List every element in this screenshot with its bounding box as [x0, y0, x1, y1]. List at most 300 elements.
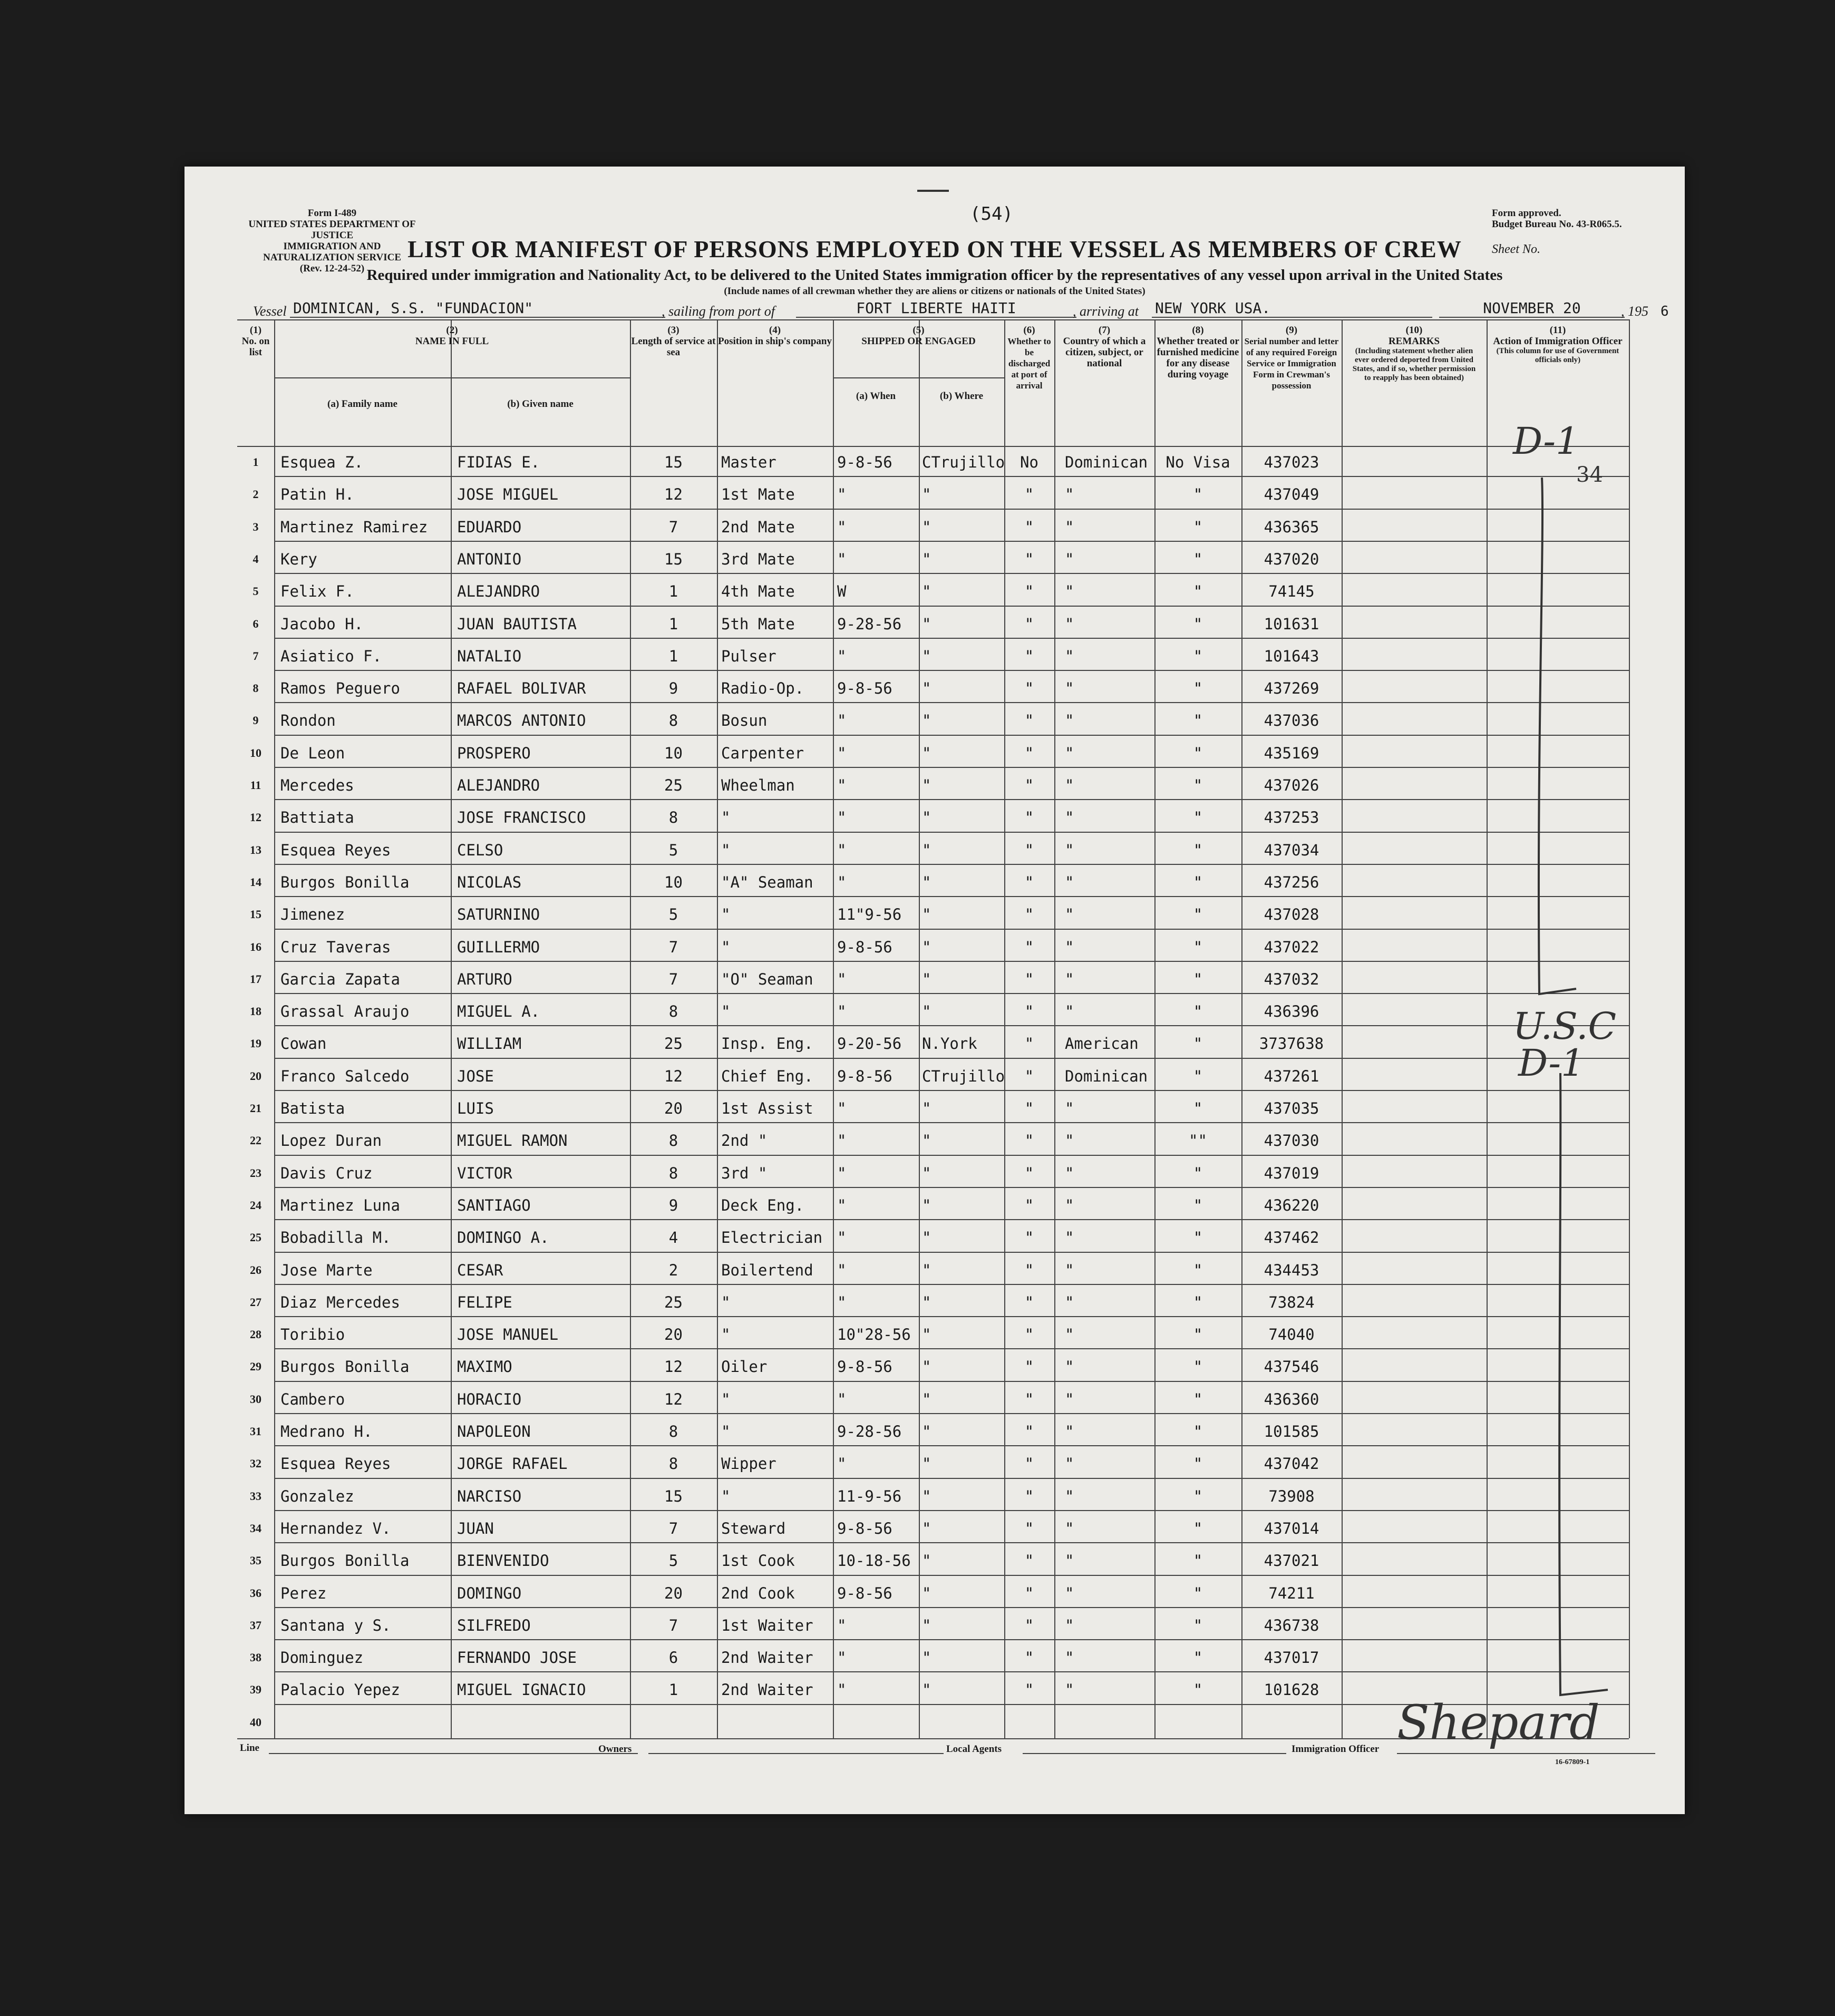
cell-position: "	[721, 938, 731, 956]
cell-service: 8	[668, 712, 678, 730]
cell-country: "	[1065, 1455, 1074, 1473]
cell-where: "	[922, 1519, 931, 1537]
cell-position: Chief Eng.	[721, 1067, 813, 1085]
cell-when: 9-28-56	[837, 1423, 902, 1440]
cell-when: 9-8-56	[837, 1584, 892, 1602]
cell-family: Esquea Z.	[280, 453, 364, 471]
cell-country: "	[1065, 1616, 1074, 1634]
cell-medicine: "	[1193, 938, 1203, 956]
cell-service: 15	[664, 453, 683, 471]
cell-where: "	[922, 873, 931, 891]
cell-country: American	[1065, 1035, 1139, 1053]
cell-given: PROSPERO	[457, 744, 531, 762]
cell-medicine: "	[1193, 1390, 1203, 1408]
cell-service: 1	[668, 647, 678, 665]
cell-where: "	[922, 776, 931, 794]
cell-family: Perez	[280, 1584, 327, 1602]
cell-country: "	[1065, 1293, 1074, 1311]
cell-medicine: "	[1193, 485, 1203, 504]
row-number: 3	[253, 520, 259, 533]
cell-family: Medrano H.	[280, 1423, 373, 1440]
footer-owners-label: Owners	[598, 1744, 632, 1755]
row-number: 26	[250, 1263, 261, 1277]
cell-service: 8	[668, 1132, 678, 1150]
cell-medicine: "	[1193, 1455, 1203, 1473]
cell-disch: "	[1024, 873, 1034, 891]
cell-when: "	[837, 1196, 847, 1214]
cell-position: Pulser	[721, 647, 776, 665]
row-number: 40	[250, 1715, 261, 1729]
cell-when: 9-8-56	[837, 453, 892, 471]
cell-position: "	[721, 905, 731, 924]
cell-country: "	[1065, 1519, 1074, 1537]
revision: (Rev. 12-24-52)	[299, 263, 365, 274]
cell-family: Ramos Peguero	[280, 679, 400, 698]
cell-position: 4th Mate	[721, 582, 795, 601]
cell-given: WILLIAM	[457, 1035, 522, 1053]
cell-where: "	[922, 647, 931, 665]
cell-when: "	[837, 1164, 847, 1182]
cell-when: "	[837, 1390, 847, 1408]
cell-service: 1	[668, 582, 678, 601]
cell-service: 10	[664, 873, 683, 891]
cell-medicine: "	[1193, 615, 1203, 633]
cell-where: "	[922, 841, 931, 859]
cell-position: 1st Waiter	[721, 1616, 813, 1634]
cell-when: "	[837, 1293, 847, 1311]
cell-medicine: "	[1193, 1099, 1203, 1117]
cell-country: "	[1065, 679, 1074, 698]
cell-disch: No	[1020, 453, 1038, 471]
cell-serial: 434453	[1264, 1261, 1319, 1279]
col-serial-header-label: Serial number and letter of any required Foreign Service or Immigration Form in Crewman's possession	[1244, 336, 1339, 391]
page-title: LIST OR MANIFEST OF PERSONS EMPLOYED ON THE VESSEL AS MEMBERS OF CREW	[407, 236, 1462, 262]
cell-medicine: "	[1193, 970, 1203, 988]
cell-disch: "	[1024, 1584, 1034, 1602]
cell-country: "	[1065, 1552, 1074, 1570]
cell-given: JOSE FRANCISCO	[457, 809, 586, 827]
cell-where: "	[922, 1616, 931, 1634]
cell-serial: 437042	[1264, 1455, 1319, 1473]
cell-service: 8	[668, 809, 678, 827]
cell-service: 20	[664, 1326, 683, 1344]
col-number-header-label: No. on list	[241, 336, 270, 358]
cell-family: Burgos Bonilla	[280, 873, 410, 891]
cell-service: 12	[664, 1358, 683, 1376]
cell-where: "	[922, 938, 931, 956]
cell-medicine: "	[1193, 841, 1203, 859]
sailing-label: , sailing from port of	[662, 304, 775, 319]
row-number: 38	[250, 1651, 261, 1664]
row1-action-note: D-1	[1513, 420, 1579, 463]
cell-given: FELIPE	[457, 1293, 512, 1311]
cell-family: Davis Cruz	[280, 1164, 373, 1182]
cell-disch: "	[1024, 1132, 1034, 1150]
col-service-header-label: Length of service at sea	[631, 336, 716, 358]
cell-disch: "	[1024, 1035, 1034, 1053]
cell-medicine: "	[1193, 712, 1203, 730]
cell-medicine: "	[1193, 1164, 1203, 1182]
cell-medicine: "	[1193, 647, 1203, 665]
cell-medicine: "	[1193, 1681, 1203, 1699]
cell-where: "	[922, 1487, 931, 1505]
cell-serial: 437017	[1264, 1649, 1319, 1667]
cell-when: "	[837, 841, 847, 859]
cell-where: "	[922, 1326, 931, 1344]
row-number: 4	[253, 552, 259, 566]
cell-serial: 437028	[1264, 905, 1319, 924]
cell-medicine: "	[1193, 1552, 1203, 1570]
cell-where: N.York	[922, 1035, 977, 1053]
vessel-label: Vessel	[253, 304, 287, 319]
cell-medicine: "	[1193, 582, 1203, 601]
cell-country: "	[1065, 1229, 1074, 1247]
cell-when: "	[837, 1132, 847, 1150]
service: IMMIGRATION AND NATURALIZATION SERVICE	[263, 241, 402, 263]
row-number: 29	[250, 1360, 261, 1374]
cell-disch: "	[1024, 938, 1034, 956]
cell-when: "	[837, 1649, 847, 1667]
row-number: 20	[250, 1069, 261, 1083]
cell-when: 11"9-56	[837, 905, 902, 924]
cell-country: "	[1065, 744, 1074, 762]
cell-family: Jose Marte	[280, 1261, 373, 1279]
cell-where: "	[922, 1132, 931, 1150]
cell-family: Kery	[280, 550, 317, 568]
officer-signature: Shepard	[1397, 1695, 1600, 1750]
col-where-header-label: (b) Where	[939, 391, 984, 402]
cell-position: 2nd Mate	[721, 518, 795, 536]
cell-medicine: "	[1193, 1067, 1203, 1085]
cell-when: 9-8-56	[837, 1519, 892, 1537]
row-number: 13	[250, 843, 261, 856]
cell-given: MARCOS ANTONIO	[457, 712, 586, 730]
print-code: 16-67809-1	[1555, 1758, 1590, 1766]
cell-country: "	[1065, 615, 1074, 633]
cell-service: 7	[668, 518, 678, 536]
cell-when: "	[837, 1455, 847, 1473]
cell-serial: 74040	[1268, 1326, 1315, 1344]
cell-family: De Leon	[280, 744, 345, 762]
sheet-number-label: Sheet No.	[1492, 242, 1540, 256]
cell-where: "	[922, 905, 931, 924]
cell-country: "	[1065, 970, 1074, 988]
row-number: 16	[250, 940, 261, 953]
year-prefix: , 195	[1621, 304, 1648, 319]
cell-when: "	[837, 1099, 847, 1117]
cell-serial: 437034	[1264, 841, 1319, 859]
cell-given: FERNANDO JOSE	[457, 1649, 577, 1667]
cell-where: "	[922, 1552, 931, 1570]
row-number: 9	[253, 714, 259, 727]
cell-service: 7	[668, 938, 678, 956]
cell-serial: 437021	[1264, 1552, 1319, 1570]
cell-disch: "	[1024, 841, 1034, 859]
cell-where: "	[922, 1229, 931, 1247]
cell-service: 12	[664, 1067, 683, 1085]
cell-when: "	[837, 776, 847, 794]
cell-given: MAXIMO	[457, 1358, 512, 1376]
cell-position: 2nd Waiter	[721, 1681, 813, 1699]
cell-position: 5th Mate	[721, 615, 795, 633]
cell-medicine: "	[1193, 873, 1203, 891]
cell-where: "	[922, 485, 931, 504]
cell-given: FIDIAS E.	[457, 453, 540, 471]
cell-family: Esquea Reyes	[280, 1455, 391, 1473]
cell-where: "	[922, 1390, 931, 1408]
cell-country: "	[1065, 550, 1074, 568]
cell-country: "	[1065, 1681, 1074, 1699]
cell-country: Dominican	[1065, 1067, 1148, 1085]
cell-when: "	[837, 1681, 847, 1699]
cell-service: 20	[664, 1584, 683, 1602]
cell-disch: "	[1024, 712, 1034, 730]
cell-country: "	[1065, 1584, 1074, 1602]
cell-where: "	[922, 1649, 931, 1667]
cell-given: HORACIO	[457, 1390, 522, 1408]
cell-when: "	[837, 518, 847, 536]
cell-service: 15	[664, 550, 683, 568]
cell-service: 1	[668, 615, 678, 633]
cell-service: 5	[668, 841, 678, 859]
row2-margin-note: 34	[1576, 463, 1603, 487]
row-number: 37	[250, 1618, 261, 1632]
cell-family: Dominguez	[280, 1649, 364, 1667]
cell-disch: "	[1024, 1390, 1034, 1408]
cell-serial: 437546	[1264, 1358, 1319, 1376]
cell-when: "	[837, 1229, 847, 1247]
row-number: 35	[250, 1554, 261, 1567]
cell-position: "	[721, 1293, 731, 1311]
departure-port: FORT LIBERTE HAITI	[796, 299, 1076, 318]
cell-medicine: "	[1193, 1358, 1203, 1376]
cell-given: LUIS	[457, 1099, 494, 1117]
cell-serial: 73908	[1268, 1487, 1315, 1505]
footer-officer-label: Immigration Officer	[1292, 1744, 1380, 1755]
footer-line-label: Line	[240, 1742, 259, 1754]
cell-position: Electrician	[721, 1229, 823, 1247]
cell-disch: "	[1024, 809, 1034, 827]
cell-given: JUAN	[457, 1519, 494, 1537]
cell-country: "	[1065, 776, 1074, 794]
cell-country: "	[1065, 1164, 1074, 1182]
cell-position: "A" Seaman	[721, 873, 813, 891]
cell-country: "	[1065, 1002, 1074, 1021]
cell-country: "	[1065, 1358, 1074, 1376]
cell-serial: 437032	[1264, 970, 1319, 988]
footer-agents-label: Local Agents	[946, 1744, 1002, 1755]
cell-country: "	[1065, 905, 1074, 924]
cell-medicine: "	[1193, 905, 1203, 924]
cell-where: "	[922, 1164, 931, 1182]
cell-given: GUILLERMO	[457, 938, 540, 956]
cell-medicine: "	[1193, 1616, 1203, 1634]
cell-medicine: No Visa	[1166, 453, 1230, 471]
cell-when: 9-8-56	[837, 1358, 892, 1376]
row-number: 2	[253, 488, 259, 501]
page-number: (54)	[970, 203, 1013, 225]
cell-medicine: "	[1193, 1035, 1203, 1053]
cell-where: "	[922, 1455, 931, 1473]
cell-position: Carpenter	[721, 744, 804, 762]
col-action-header-number: (11)	[1549, 325, 1566, 336]
cell-disch: "	[1024, 1229, 1034, 1247]
cell-given: SANTIAGO	[457, 1196, 531, 1214]
cell-given: CESAR	[457, 1261, 503, 1279]
cell-when: "	[837, 809, 847, 827]
col-medicine-header-label: Whether treated or furnished medicine for any disease during voyage	[1157, 336, 1239, 380]
manifest-sheet	[185, 167, 1685, 1814]
cell-position: 2nd "	[721, 1132, 768, 1150]
cell-service: 8	[668, 1455, 678, 1473]
cell-position: "	[721, 1423, 731, 1440]
include-note: (Include names of all crewman whether they are aliens or citizens or nationals of the United States)	[724, 286, 1145, 297]
cell-disch: "	[1024, 582, 1034, 601]
col-action-note: (This column for use of Government officials only)	[1496, 347, 1619, 364]
cell-serial: 436396	[1264, 1002, 1319, 1021]
cell-serial: 101631	[1264, 615, 1319, 633]
cell-serial: 437269	[1264, 679, 1319, 698]
cell-given: ARTURO	[457, 970, 512, 988]
cell-family: Esquea Reyes	[280, 841, 391, 859]
cell-medicine: "	[1193, 1196, 1203, 1214]
cell-disch: "	[1024, 550, 1034, 568]
cell-position: "	[721, 841, 731, 859]
cell-country: "	[1065, 1390, 1074, 1408]
cell-serial: 437022	[1264, 938, 1319, 956]
cell-when: "	[837, 873, 847, 891]
cell-serial: 73824	[1268, 1293, 1315, 1311]
cell-serial: 74211	[1268, 1584, 1315, 1602]
col-country-header-number: (7)	[1098, 325, 1111, 336]
cell-country: "	[1065, 1132, 1074, 1150]
cell-service: 8	[668, 1423, 678, 1440]
col-name-header-number: (2)	[446, 325, 458, 336]
cell-serial: 437023	[1264, 453, 1319, 471]
cell-given: VICTOR	[457, 1164, 512, 1182]
cell-serial: 101585	[1264, 1423, 1319, 1440]
cell-position: 1st Assist	[721, 1099, 813, 1117]
cell-given: MIGUEL A.	[457, 1002, 540, 1021]
cell-medicine: "	[1193, 809, 1203, 827]
cell-service: 8	[668, 1002, 678, 1021]
cell-disch: "	[1024, 485, 1034, 504]
cell-service: 20	[664, 1099, 683, 1117]
cell-when: W	[837, 582, 847, 601]
cell-serial: 437014	[1264, 1519, 1319, 1537]
cell-serial: 437026	[1264, 776, 1319, 794]
cell-where: "	[922, 1002, 931, 1021]
cell-given: JOSE MANUEL	[457, 1326, 559, 1344]
cell-given: NARCISO	[457, 1487, 522, 1505]
handwritten-brackets	[185, 167, 1685, 1814]
cell-service: 9	[668, 1196, 678, 1214]
cell-disch: "	[1024, 1196, 1034, 1214]
col-remarks-header-label: REMARKS	[1388, 336, 1440, 347]
cell-serial: 435169	[1264, 744, 1319, 762]
year-digit: 6	[1661, 304, 1669, 319]
subtitle: Required under immigration and Nationality Act, to be delivered to the United States immigration officer by the representatives of any vessel upon arrival in the United States	[366, 267, 1503, 284]
cell-family: Jimenez	[280, 905, 345, 924]
cell-country: "	[1065, 1326, 1074, 1344]
cell-when: 10"28-56	[837, 1326, 911, 1344]
cell-disch: "	[1024, 647, 1034, 665]
cell-family: Cambero	[280, 1390, 345, 1408]
cell-medicine: "	[1193, 1487, 1203, 1505]
cell-disch: "	[1024, 1423, 1034, 1440]
cell-family: Lopez Duran	[280, 1132, 382, 1150]
cell-family: Martinez Luna	[280, 1196, 400, 1214]
cell-when: "	[837, 550, 847, 568]
row-number: 32	[250, 1457, 261, 1470]
cell-family: Cowan	[280, 1035, 327, 1053]
cell-family: Toribio	[280, 1326, 345, 1344]
cell-family: Diaz Mercedes	[280, 1293, 400, 1311]
cell-when: 11-9-56	[837, 1487, 902, 1505]
cell-medicine: "	[1193, 1649, 1203, 1667]
cell-disch: "	[1024, 1681, 1034, 1699]
row-number: 14	[250, 875, 261, 889]
row-number: 11	[250, 778, 261, 792]
cell-disch: "	[1024, 1164, 1034, 1182]
cell-given: NAPOLEON	[457, 1423, 531, 1440]
cell-family: Palacio Yepez	[280, 1681, 400, 1699]
cell-family: Rondon	[280, 712, 336, 730]
cell-given: DOMINGO A.	[457, 1229, 549, 1247]
col-discharge-header-number: (6)	[1023, 325, 1035, 336]
cell-where: "	[922, 615, 931, 633]
col-shipped-header-number: (5)	[912, 325, 925, 336]
cell-family: Burgos Bonilla	[280, 1358, 410, 1376]
cell-where: "	[922, 1196, 931, 1214]
cell-position: Wipper	[721, 1455, 776, 1473]
cell-where: "	[922, 582, 931, 601]
row-number: 5	[253, 585, 259, 598]
cell-when: "	[837, 1261, 847, 1279]
cell-service: 12	[664, 485, 683, 504]
cell-service: 4	[668, 1229, 678, 1247]
col-number-header-number: (1)	[249, 325, 262, 336]
cell-family: Battiata	[280, 809, 354, 827]
row-number: 27	[250, 1295, 261, 1309]
cell-disch: "	[1024, 970, 1034, 988]
cell-country: "	[1065, 1487, 1074, 1505]
col-name-header-label: NAME IN FULL	[415, 336, 489, 347]
cell-service: 6	[668, 1649, 678, 1667]
row-number: 34	[250, 1521, 261, 1535]
cell-disch: "	[1024, 905, 1034, 924]
cell-when: "	[837, 485, 847, 504]
col-remarks-header-number: (10)	[1405, 325, 1423, 336]
row-number: 17	[250, 972, 261, 986]
col-action-header-label: Action of Immigration Officer	[1493, 336, 1623, 347]
cell-disch: "	[1024, 1326, 1034, 1344]
cell-service: 25	[664, 1293, 683, 1311]
row-number: 19	[250, 1037, 261, 1050]
cell-where: CTrujillo	[922, 453, 1005, 471]
cell-country: "	[1065, 582, 1074, 601]
cell-given: NICOLAS	[457, 873, 522, 891]
cell-service: 25	[664, 1035, 683, 1053]
cell-serial: 437019	[1264, 1164, 1319, 1182]
cell-position: 3rd Mate	[721, 550, 795, 568]
cell-disch: "	[1024, 1099, 1034, 1117]
cell-disch: "	[1024, 1487, 1034, 1505]
cell-given: SATURNINO	[457, 905, 540, 924]
cell-medicine: "	[1193, 1326, 1203, 1344]
cell-position: 1st Cook	[721, 1552, 795, 1570]
cell-disch: "	[1024, 1293, 1034, 1311]
